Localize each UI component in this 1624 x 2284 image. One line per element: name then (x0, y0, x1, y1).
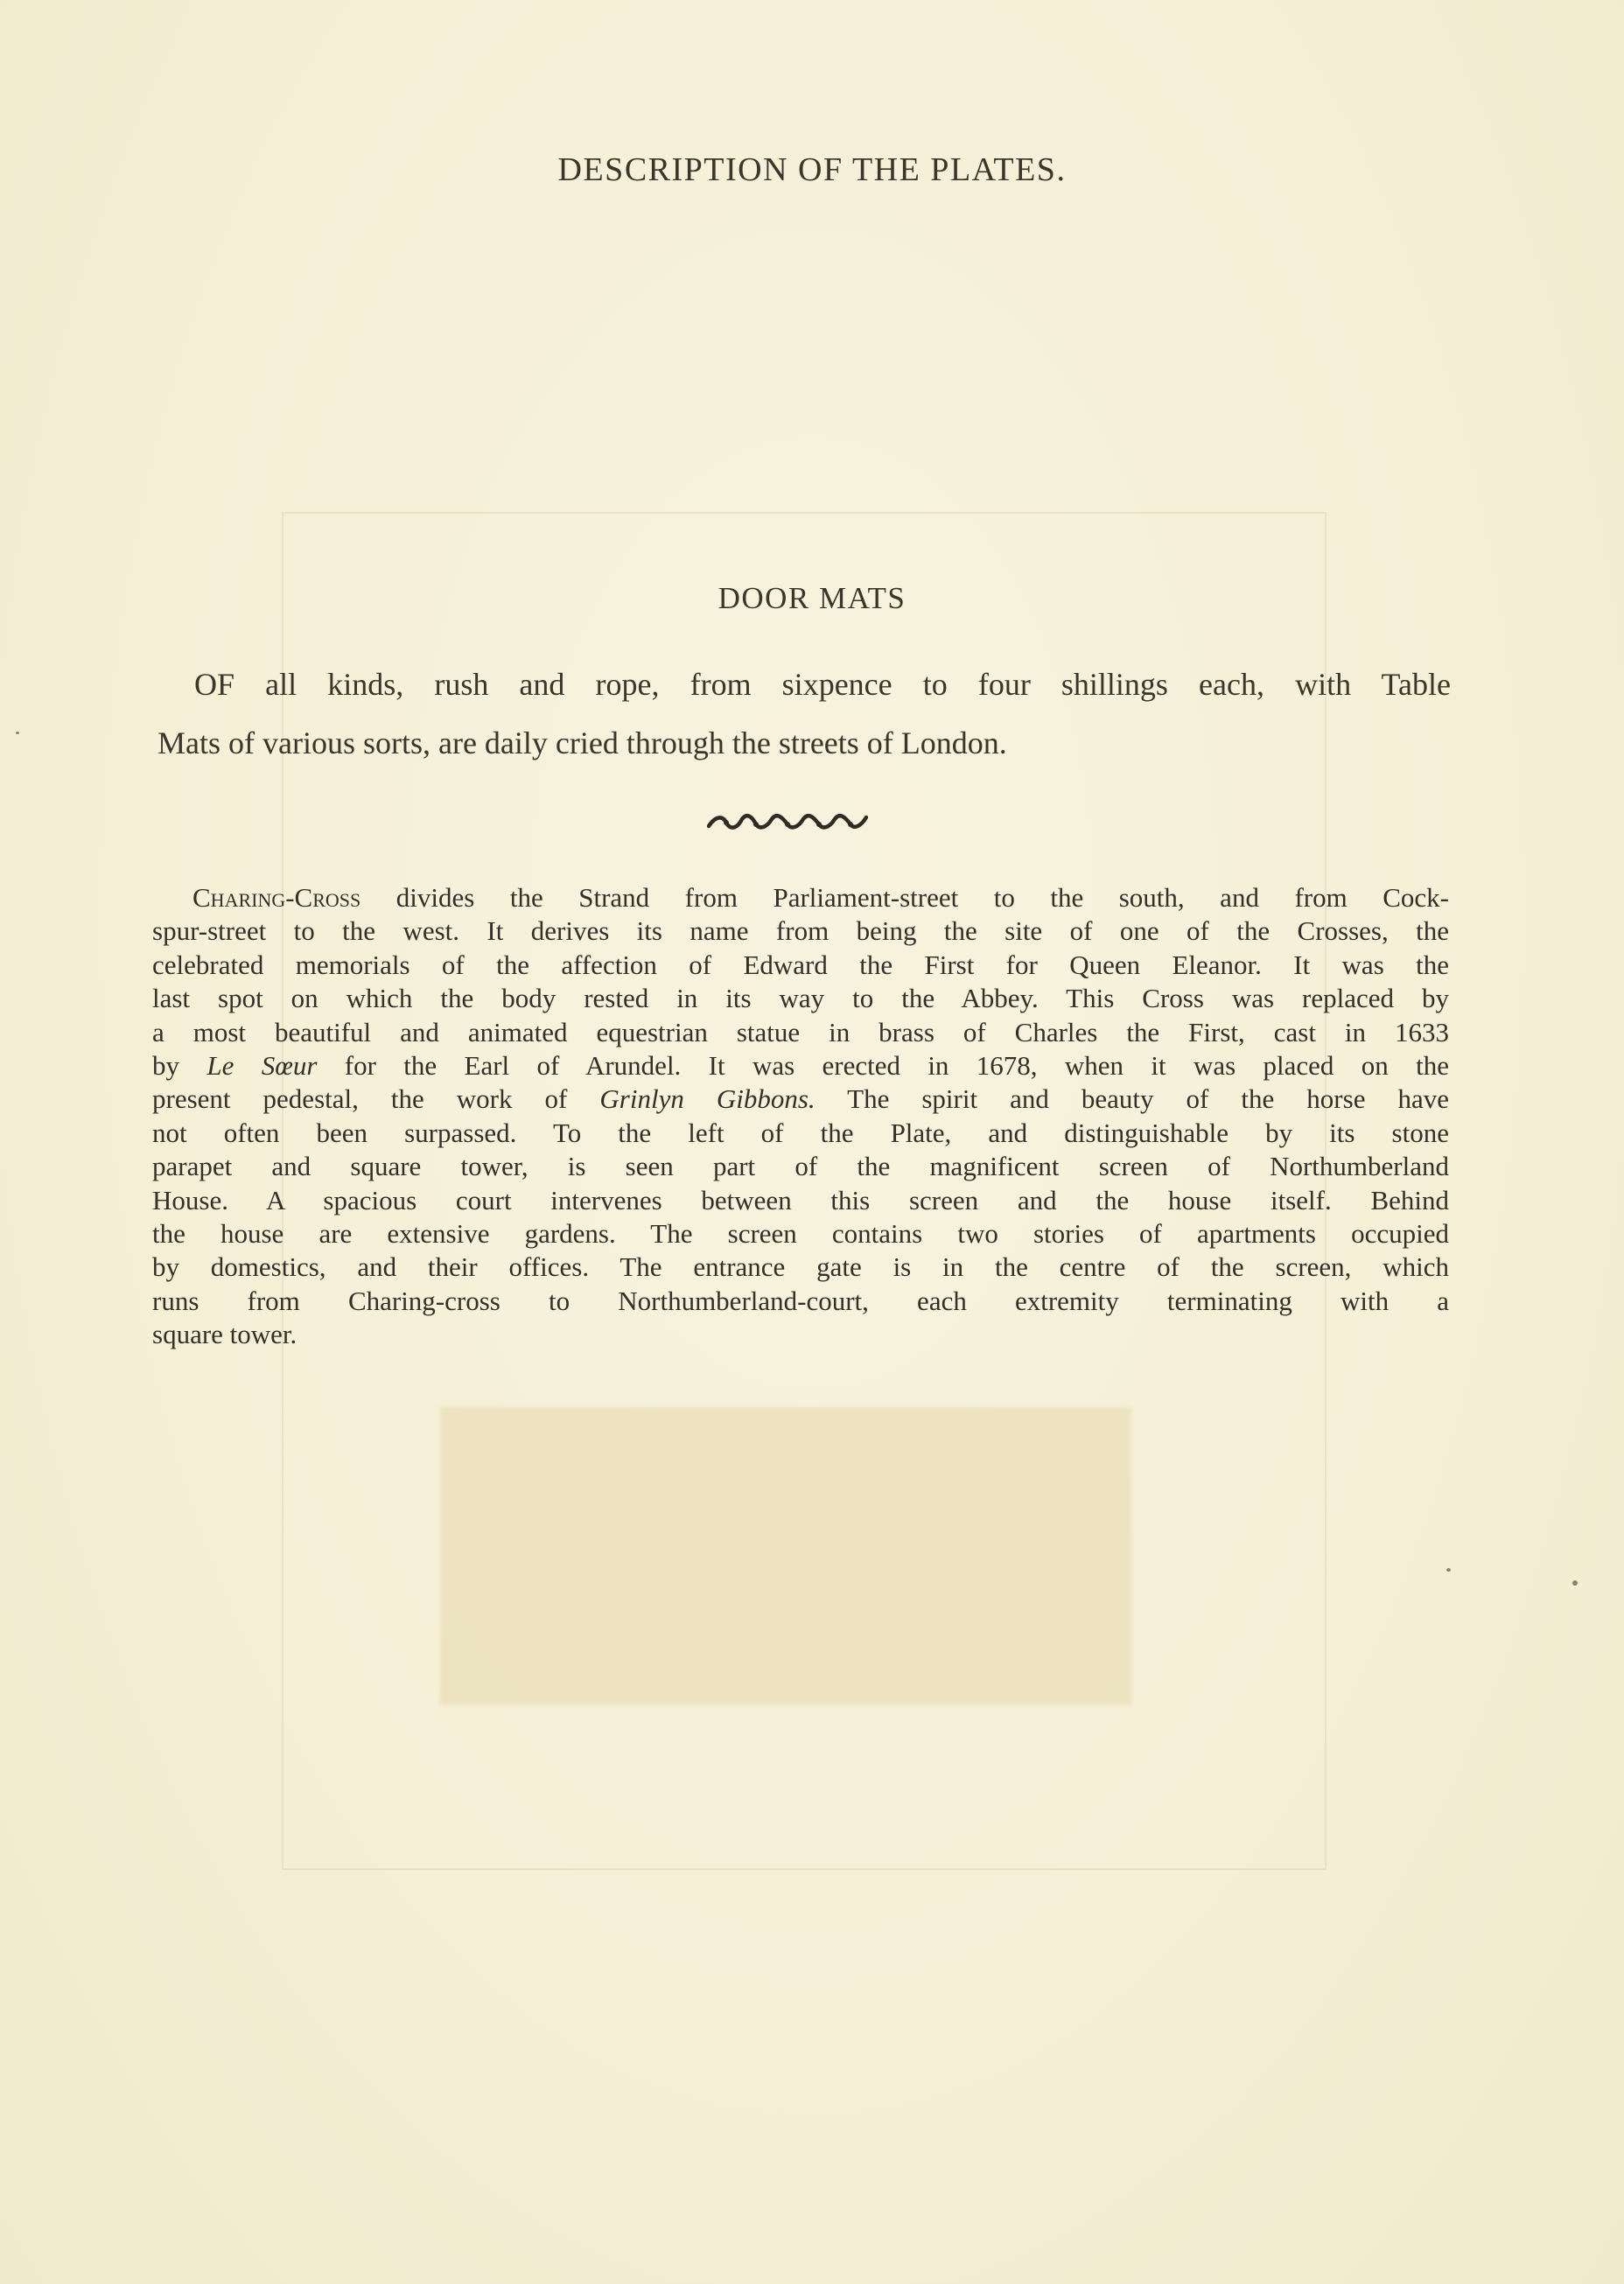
body-line-text: divides the Strand from Parliament-street to the south, and from Cock- (360, 882, 1449, 913)
body-line: spur-street to the west. It derives its name from being the site of one of the Crosses, the (152, 915, 1449, 947)
body-line: by domestics, and their offices. The entrance gate is in the centre of the screen, which (152, 1251, 1449, 1283)
body-line: parapet and square tower, is seen part of the magnificent screen of Northumberland (152, 1151, 1449, 1182)
body-line: last spot on which the body rested in its way to the Abbey. This Cross was replaced by (152, 983, 1449, 1014)
italic-name: Grinlyn Gibbons. (599, 1083, 816, 1115)
intro-paragraph (158, 655, 1451, 773)
lead-small-caps: Charing-Cross (192, 882, 361, 913)
body-line: runs from Charing-cross to Northumberland-court, each extremity terminating with a (152, 1285, 1449, 1316)
body-line-text: by (152, 1050, 207, 1082)
section-title: DOOR MATS (718, 581, 906, 615)
body-line: House. A spacious court intervenes between this screen and the house itself. Behind (152, 1184, 1449, 1216)
body-line (152, 1082, 1449, 1116)
body-line-text: for the Earl of Arundel. It was erected in 1678, when it was placed on the (317, 1050, 1449, 1082)
intro-line: OF all kinds, rush and rope, from sixpence to four shillings each, with Table (194, 667, 1451, 702)
body-paragraph (152, 881, 1449, 1352)
body-line: a most beautiful and animated equestrian statue in brass of Charles the First, cast in 1633 (152, 1016, 1449, 1047)
paper-speck (16, 732, 19, 734)
running-head: DESCRIPTION OF THE PLATES. (557, 151, 1067, 188)
body-line: not often been surpassed. To the left of the Plate, and distinguishable by its stone (152, 1117, 1449, 1148)
body-line (152, 881, 1449, 914)
wave-ornament-icon (707, 810, 868, 833)
intro-line: Mats of various sorts, are daily cried through the streets of London. (158, 725, 1007, 760)
body-line (152, 1049, 1449, 1082)
body-line: the house are extensive gardens. The screen contains two stories of apartments occupied (152, 1218, 1449, 1250)
italic-name: Le Sœur (206, 1050, 318, 1082)
show-through-plate-image (440, 1407, 1131, 1705)
body-line: celebrated memorials of the affection of Edward the First for Queen Eleanor. It was the (152, 949, 1449, 980)
body-line-text: present pedestal, the work of (152, 1083, 600, 1115)
paper-speck (1572, 1580, 1578, 1586)
body-line: square tower. (152, 1319, 298, 1350)
paper-speck (1446, 1568, 1451, 1572)
body-line-text: The spirit and beauty of the horse have (815, 1083, 1449, 1115)
